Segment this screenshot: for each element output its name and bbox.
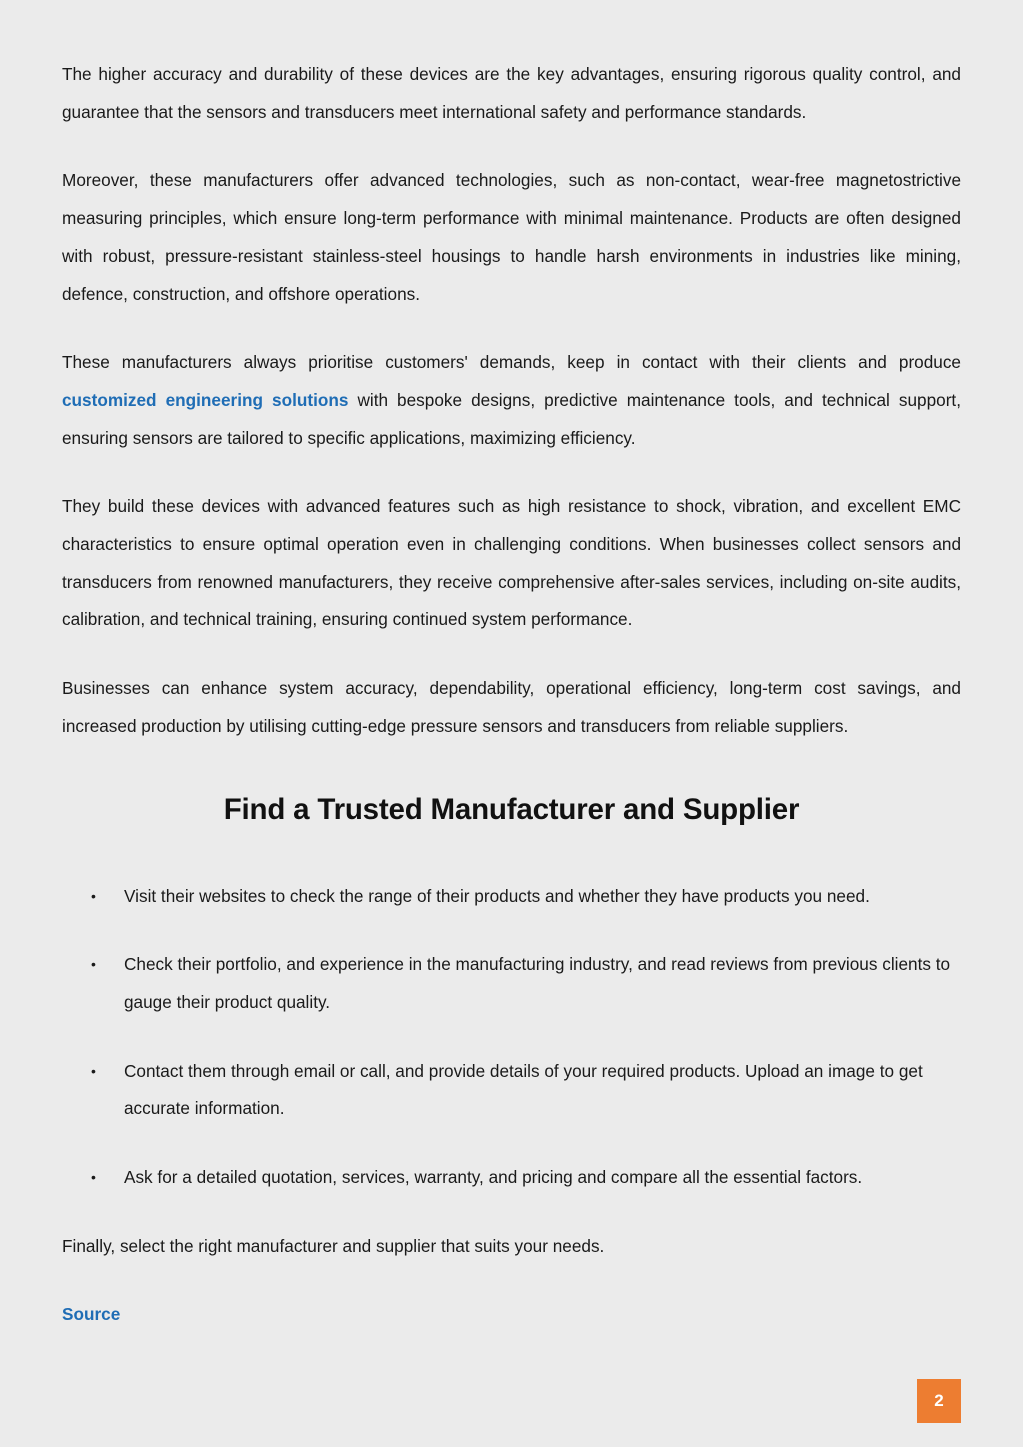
- paragraph-customers-text-start: These manufacturers always prioritise customers' demands, keep in contact with their clients and produce: [62, 352, 961, 373]
- paragraph-businesses: Businesses can enhance system accuracy, dependability, operational efficiency, long-term cost savings, and increased production by utilising cutting-edge pressure sensors and transducers from reliable suppliers.: [62, 678, 961, 736]
- list-item-text: Visit their websites to check the range of their products and whether they have products you need.: [124, 885, 870, 906]
- bullet-icon: •: [91, 887, 96, 904]
- bullet-icon: •: [91, 1062, 96, 1079]
- paragraph-customers: [62, 344, 961, 457]
- section-heading: [62, 790, 961, 830]
- list-item-text: Check their portfolio, and experience in the manufacturing industry, and read reviews from previous clients to gauge their product quality.: [124, 954, 951, 1012]
- list-item: [62, 1053, 961, 1128]
- list-item-text: Contact them through email or call, and provide details of your required products. Upload an image to get accurate information.: [124, 1060, 923, 1119]
- page-number: 2: [934, 1391, 944, 1410]
- page-number-badge: [917, 1379, 961, 1423]
- list-item: [62, 1159, 961, 1197]
- bullet-icon: •: [91, 956, 96, 973]
- closing-paragraph: Finally, select the right manufacturer and supplier that suits your needs.: [62, 1235, 605, 1256]
- tips-list: [62, 878, 961, 1197]
- paragraph-customers-text-end: with bespoke designs, predictive maintenance tools, and technical support, ensuring sensors are tailored to specific applications, maximizing efficiency.: [62, 389, 961, 448]
- list-item: [62, 946, 961, 1021]
- paragraph-features: They build these devices with advanced features such as high resistance to shock, vibration, and excellent EMC characteristics to ensure optimal operation even in challenging conditions. When businesses collect sensors and transducers from renowned manufacturers, they receive comprehensive after-sales services, including on-site audits, calibration, and technical training, ensuring continued system performance.: [62, 496, 961, 630]
- customized-engineering-solutions-link[interactable]: customized engineering solutions: [62, 389, 349, 410]
- paragraph-technologies: Moreover, these manufacturers offer advanced technologies, such as non-contact, wear-free magnetostrictive measuring principles, which ensure long-term performance with minimal maintenance. Products are often designed with robust, pressure-resistant stainless-steel housings to handle harsh environments in industries like mining, defence, construction, and offshore operations.: [62, 170, 961, 304]
- source-link[interactable]: Source: [62, 1304, 121, 1325]
- list-item-text: Ask for a detailed quotation, services, warranty, and pricing and compare all the essential factors.: [124, 1167, 863, 1188]
- list-item: [62, 878, 961, 916]
- bullet-icon: •: [91, 1169, 96, 1186]
- section-heading-text: Find a Trusted Manufacturer and Supplier: [223, 792, 800, 826]
- document-body: [62, 56, 961, 1334]
- paragraph-accuracy: The higher accuracy and durability of these devices are the key advantages, ensuring rigorous quality control, and guarantee that the sensors and transducers meet international safety and performance standards.: [62, 64, 961, 122]
